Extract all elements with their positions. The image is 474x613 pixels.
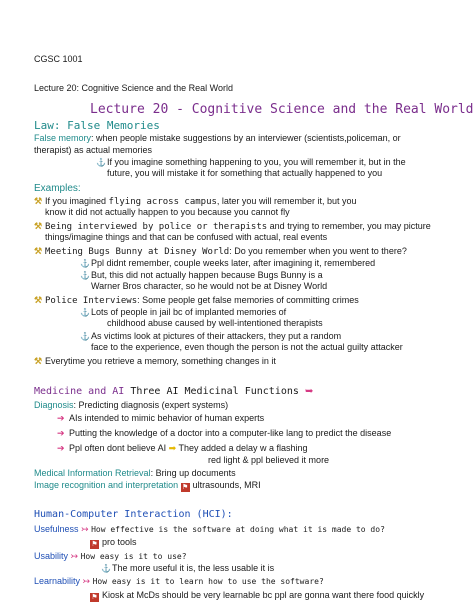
- right-arrow-icon: ↣: [80, 576, 93, 586]
- right-arrow-icon: ↣: [68, 551, 81, 561]
- example-5: ⚒ Everytime you retrieve a memory, something changes in it: [34, 356, 276, 366]
- hammer-pick-icon: ⚒: [34, 246, 43, 256]
- usability-line: Usability ↣ How easy is it to use?: [34, 551, 187, 561]
- example-4-sub-1-cont: childhood abuse caused by well-intentioned therapists: [107, 318, 323, 328]
- diagnosis-point-1: ➔ AIs intended to mimic behavior of human experts: [57, 413, 265, 423]
- law-heading: Law: False Memories: [34, 119, 160, 132]
- definition-text: : when people mistake suggestions by an interviewer (scientists,policeman, or: [91, 133, 401, 143]
- example-3-sub-1: ⚓Ppl didnt remember, couple weeks later, after imagining it, remembered: [80, 258, 376, 268]
- right-arrow-icon: ➔: [57, 443, 65, 453]
- red-flag-icon: ⚑: [91, 541, 98, 548]
- learnability-line: Learnability ↣ How easy is it to learn how to use the software?: [34, 576, 324, 586]
- anchor-icon: ⚓: [80, 308, 90, 317]
- example-4-sub-2: ⚓As victims look at pictures of their attackers, they put a random: [80, 331, 342, 341]
- hammer-pick-icon: ⚒: [34, 221, 43, 231]
- diagnosis-line: Diagnosis: Predicting diagnosis (expert systems): [34, 400, 229, 410]
- definition-term: False memory: [34, 133, 92, 143]
- definition-sub-2: future, you will mistake it for something that actually happened to you: [107, 168, 383, 178]
- usefulness-sub: ⚑ pro tools: [91, 537, 137, 548]
- right-arrow-icon: ↣: [78, 524, 92, 534]
- right-arrow-icon: ➔: [57, 413, 65, 423]
- hammer-pick-icon: ⚒: [34, 196, 43, 206]
- anchor-icon: ⚓: [80, 332, 90, 341]
- example-3-sub-2-cont: Warner Bros character, so he would not be at Disney World: [91, 281, 328, 291]
- usability-sub: ⚓The more useful it is, the less usable it is: [101, 563, 275, 573]
- example-4-sub-2-cont: face to the experience, even though the person is not the actual guilty attacker: [91, 342, 403, 352]
- example-3: ⚒ Meeting Bugs Bunny at Disney World: Do you remember when you went to there?: [34, 246, 407, 257]
- red-flag-icon: ⚑: [91, 594, 98, 601]
- right-arrow-icon: ➡: [168, 443, 177, 453]
- diagnosis-point-2: ➔ Putting the knowledge of a doctor into a computer-like lang to predict the disease: [57, 428, 392, 438]
- example-1-cont: know it did not actually happen to you because you cannot fly: [45, 207, 290, 217]
- definition-line-2: therapist) as actual memories: [34, 145, 153, 155]
- definition-sub-1: ⚓If you imagine something happening to you, you will remember it, but in the: [96, 157, 406, 167]
- example-2: ⚒ Being interviewed by police or therapists and trying to remember, you may picture: [34, 221, 431, 232]
- examples-label: Examples:: [34, 183, 81, 194]
- example-4: ⚒ Police Interviews: Some people get false memories of committing crimes: [34, 295, 359, 306]
- definition-line-1: [34, 133, 401, 144]
- example-3-sub-2: ⚓But, this did not actually happen because Bugs Bunny is a: [80, 270, 323, 280]
- red-flag-icon: ⚑: [181, 484, 189, 491]
- image-recognition-line: Image recognition and interpretation ⚑ ultrasounds, MRI: [34, 480, 261, 491]
- course-code: CGSC 1001: [34, 54, 83, 64]
- example-1: ⚒ If you imagined flying across campus, later you will remember it, but you: [34, 196, 357, 207]
- example-4-sub-1: ⚓Lots of people in jail bc of implanted memories of: [80, 307, 287, 317]
- lecture-header: Lecture 20: Cognitive Science and the Real World: [34, 83, 233, 93]
- diagnosis-point-3: ➔ Ppl often dont believe AI ➡ They added a delay w a flashing: [57, 443, 308, 453]
- right-arrow-icon: ➔: [57, 428, 65, 438]
- page-title: Lecture 20 - Cognitive Science and the Real World: [90, 102, 474, 117]
- diagnosis-point-3-cont: red light & ppl believed it more: [208, 455, 330, 465]
- retrieval-line: Medical Information Retrieval: Bring up documents: [34, 468, 236, 478]
- anchor-icon: ⚓: [101, 564, 111, 573]
- anchor-icon: ⚓: [96, 158, 106, 167]
- medicine-heading: Medicine and AI Three AI Medicinal Functions ➥: [34, 386, 314, 397]
- hammer-pick-icon: ⚒: [34, 356, 43, 366]
- example-2-cont: things/imagine things and that can be confused with actual, real events: [45, 232, 328, 242]
- hci-heading: Human-Computer Interaction (HCI):: [34, 509, 233, 520]
- anchor-icon: ⚓: [80, 271, 90, 280]
- hammer-pick-icon: ⚒: [34, 295, 43, 305]
- right-arrow-icon: ➥: [304, 386, 314, 397]
- usefulness-line: Usefulness ↣ How effective is the software at doing what it is made to do?: [34, 524, 385, 534]
- anchor-icon: ⚓: [80, 259, 90, 268]
- learnability-sub: ⚑ Kiosk at McDs should be very learnable bc ppl are gonna want there food quickly: [91, 590, 425, 601]
